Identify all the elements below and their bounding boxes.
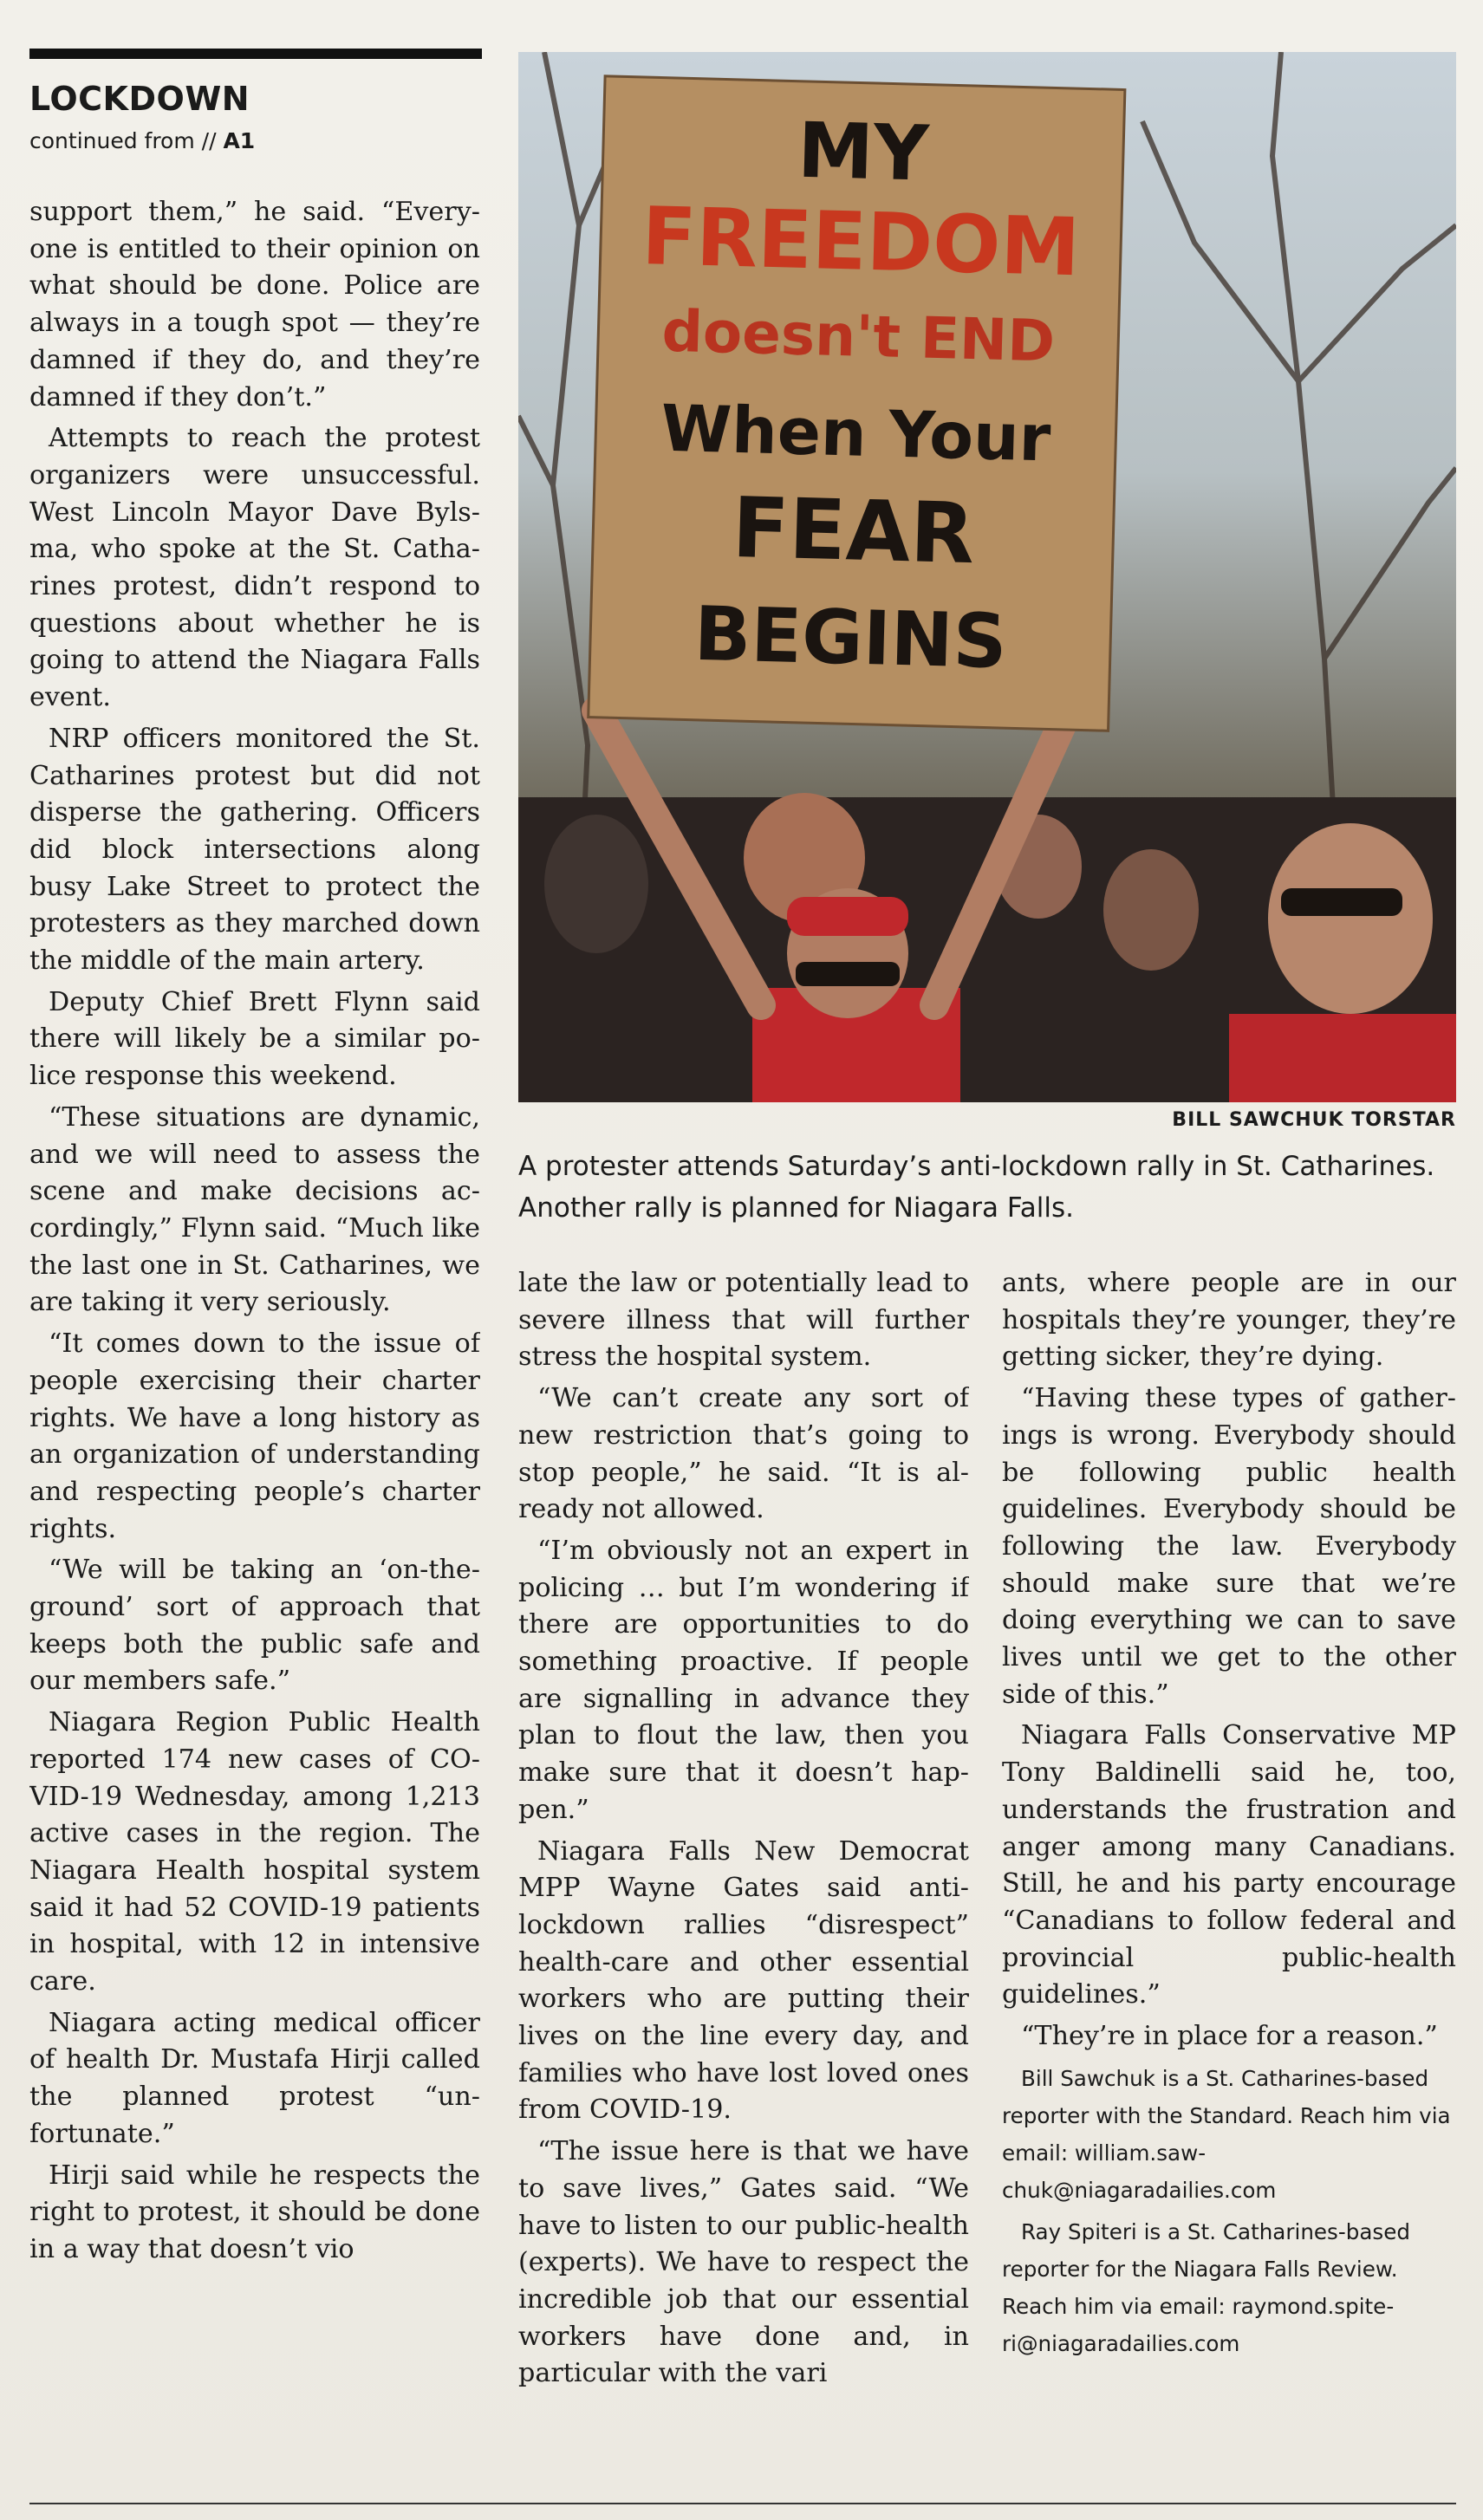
paragraph: Deputy Chief Brett Flynn said there will likely be a similar police response this weekend. xyxy=(29,986,480,1092)
continued-prefix: continued from // xyxy=(29,128,217,153)
cardboard-sign xyxy=(589,76,1125,731)
paragraph: “We will be taking an ‘on-the-ground’ sort of approach that keeps both the public safe and our members safe.” xyxy=(29,1555,480,1697)
paragraph: Niagara acting medical officer of health Dr. Mustafa Hirji called the planned protest “unfortunate.” xyxy=(29,2007,480,2149)
section-rule xyxy=(29,49,482,59)
page-bottom-rule xyxy=(29,2503,1456,2504)
paragraph: ants, where people are in our hospitals they’re younger, they’re getting sicker, they’re dying. xyxy=(1002,1268,1456,1373)
paragraph: Niagara Falls Conservative MP Tony Baldinelli said he, too, understands the frustration and anger among many Canadians. Still, he and his party encourage “Canadians to follow federal and provincial public-health guidelines.” xyxy=(1002,1720,1456,2010)
section-kicker: LOCKDOWN xyxy=(29,80,250,118)
paragraph: late the law or potentially lead to severe illness that will further stress the hospital system. xyxy=(518,1268,969,1373)
paragraph: “It comes down to the issue of people exercising their charter rights. We have a long history as an organization of understanding and respecting people’s charter rights. xyxy=(29,1328,480,1544)
author-bio: Bill Sawchuk is a St. Catharines-based reporter with the Standard. Reach him via email: william.sawchuk@niagaradailies.com xyxy=(1002,2065,1451,2203)
sign-line: When Your xyxy=(660,391,1052,477)
paragraph: “We can’t create any sort of new restriction that’s going to stop people,” he said. “It is already not allowed. xyxy=(518,1383,969,1525)
photo-caption: A protester attends Saturday’s anti-lockdown rally in St. Catharines. Another rally is planned for Niagara Falls. xyxy=(518,1151,1435,1224)
protest-photo xyxy=(518,52,1456,1102)
paragraph: Attempts to reach the protest organizers were unsuccessful. West Lincoln Mayor Dave Bylsma, who spoke at the St. Catharines protest, didn’t respond to questions about whether he is going to attend the Niagara Falls event. xyxy=(29,423,480,713)
paragraph: “Having these types of gatherings is wrong. Everybody should be following public health guidelines. Everybody should be following the law. Everybody should make sure that we’re doing everything we can to save lives until we get to the other side of this.” xyxy=(1002,1383,1456,1710)
sign-line: BEGINS xyxy=(693,590,1008,686)
sign-line: MY xyxy=(796,105,930,198)
sign-line: FREEDOM xyxy=(641,190,1082,295)
paragraph: Niagara Falls New Democrat MPP Wayne Gates said anti-lockdown rallies “disrespect” health-care and other essential workers who are putting their lives on the line every day, and families who have lost loved ones from COVID-19. xyxy=(518,1835,969,2126)
paragraph: “These situations are dynamic, and we will need to assess the scene and make decisions accordingly,” Flynn said. “Much like the last one in St. Catharines, we are taking it very seriously. xyxy=(29,1101,480,1318)
paragraph: support them,” he said. “Everyone is entitled to their opinion on what should be done. Police are always in a tough spot — they’re damned if they do, and they’re damned if they don’t.” xyxy=(29,197,480,412)
paragraph: “The issue here is that we have to save lives,” Gates said. “We have to listen to our public-health (experts). We have to respect the incredible job that our essential workers have done and, in particular with the vari xyxy=(518,2136,969,2389)
author-bio: Ray Spiteri is a St. Catharines-based reporter for the Niagara Falls Review. Reach him via email: raymond.spiteri@niagaradailies.com xyxy=(1002,2218,1410,2356)
article-column-1 xyxy=(29,194,480,2491)
article-column-3 xyxy=(1002,1265,1456,2496)
paragraph: Hirji said while he respects the right to protest, it should be done in a way that doesn’t vio xyxy=(29,2160,480,2264)
photo-illustration xyxy=(518,52,1456,1102)
sign-line: doesn't END xyxy=(660,297,1057,375)
continued-from-line xyxy=(29,128,482,153)
photo-credit: BILL SAWCHUK TORSTAR xyxy=(1172,1109,1456,1131)
article-column-2 xyxy=(518,1265,969,2496)
sign-line: FEAR xyxy=(731,478,976,583)
paragraph: NRP officers monitored the St. Catharines protest but did not disperse the gathering. Officers did block intersections along busy Lake Street to protect the protesters as they marched down the middle of the main artery. xyxy=(29,723,480,977)
paragraph: Niagara Region Public Health reported 174 new cases of COVID-19 Wednesday, among 1,213 active cases in the region. The Niagara Health hospital system said it had 52 COVID-19 patients in hospital, with 12 in intensive care. xyxy=(29,1707,480,1997)
paragraph: “I’m obviously not an expert in policing … but I’m wondering if there are opportunities to do something proactive. If people are signalling in advance they plan to flout the law, then you make sure that it doesn’t happen.” xyxy=(518,1535,969,1825)
paragraph: “They’re in place for a reason.” xyxy=(1021,2021,1438,2052)
continued-page: A1 xyxy=(223,128,256,153)
